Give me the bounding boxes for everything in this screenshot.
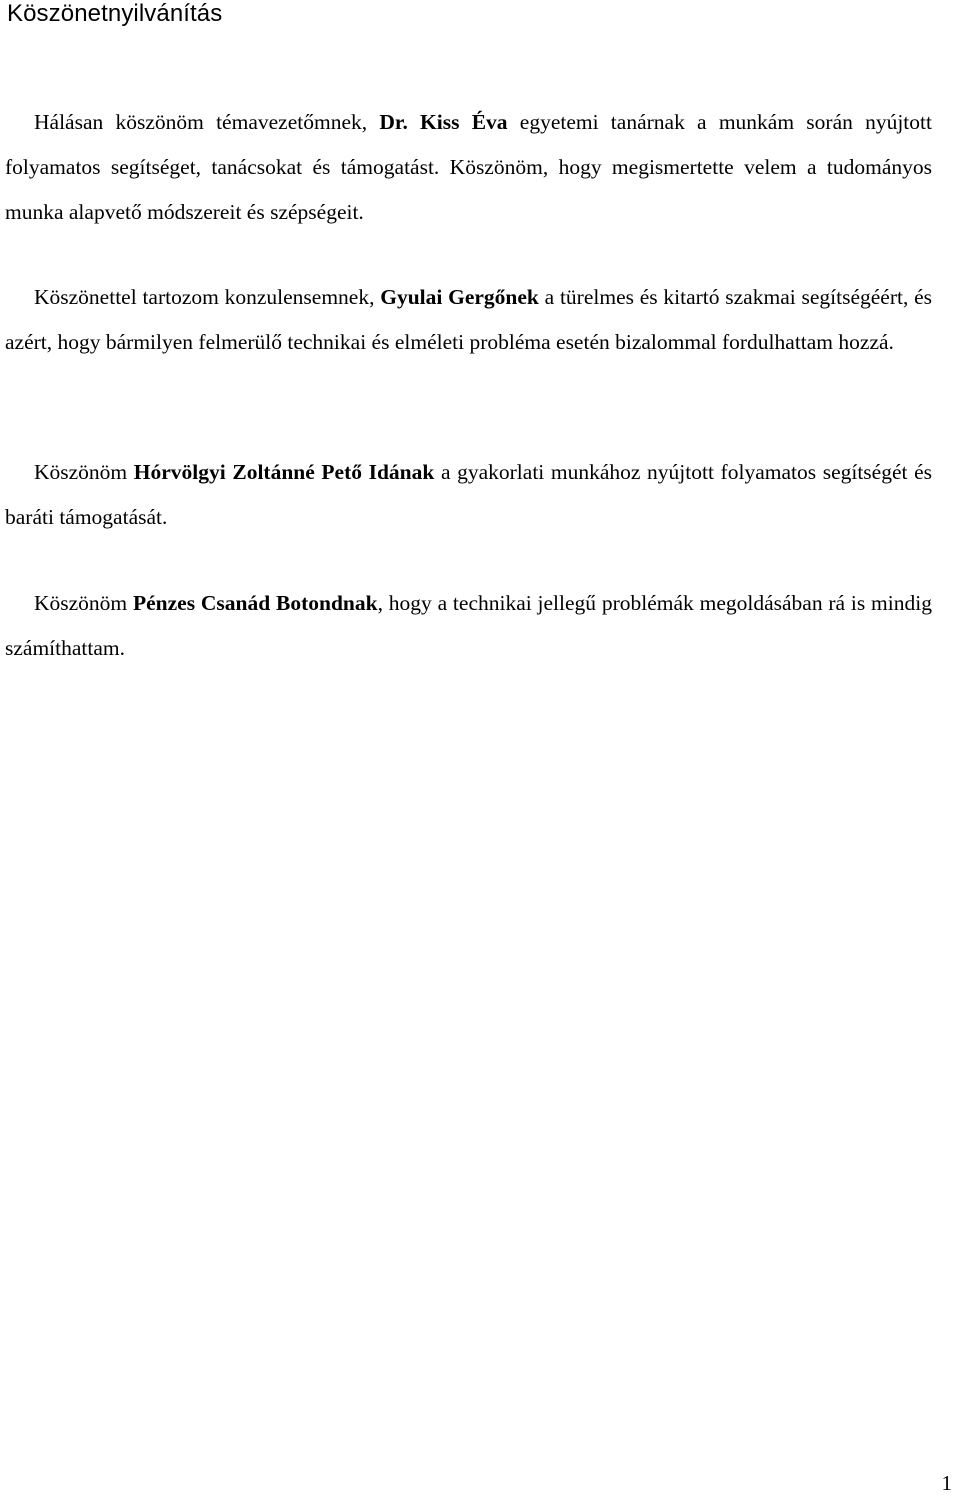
person-name: Hórvölgyi Zoltánné Pető Idának bbox=[133, 460, 435, 484]
paragraph-text: Köszönöm bbox=[34, 460, 134, 484]
person-name: Gyulai Gergőnek bbox=[380, 285, 539, 309]
paragraph-text: a türelmes és kitartó szakmai segítségéért, és azért, hogy bármilyen felmerülő technikai és elméleti probléma esetén bizalommal fordulhattam hozzá. bbox=[5, 285, 932, 354]
paragraph-text: a gyakorlati munkához nyújtott folyamatos segítségét és baráti támogatását. bbox=[5, 460, 933, 529]
paragraph-text: , hogy a technikai jellegű problémák megoldásában rá is mindig számíthattam. bbox=[5, 591, 932, 660]
paragraph-text: Köszönettel tartozom konzulensemnek, bbox=[34, 285, 381, 309]
acknowledgement-paragraph-1 bbox=[5, 100, 932, 235]
acknowledgement-paragraph-4 bbox=[5, 581, 932, 671]
person-name: Dr. Kiss Éva bbox=[379, 110, 508, 134]
person-name: Pénzes Csanád Botondnak bbox=[132, 591, 378, 615]
acknowledgement-paragraph-3 bbox=[5, 450, 932, 540]
page-heading: Köszönetnyilvánítás bbox=[7, 0, 223, 27]
paragraph-text: Hálásan köszönöm témavezetőmnek, bbox=[34, 110, 380, 134]
paragraph-text: Köszönöm bbox=[34, 591, 133, 615]
acknowledgement-paragraph-2 bbox=[5, 275, 932, 365]
page-number: 1 bbox=[941, 1471, 952, 1495]
paragraph-text: egyetemi tanárnak a munkám során nyújtott folyamatos segítséget, tanácsokat és támogatást. Köszönöm, hogy megismertette velem a tudományos munka alapvető módszereit és szépségeit. bbox=[5, 110, 932, 224]
